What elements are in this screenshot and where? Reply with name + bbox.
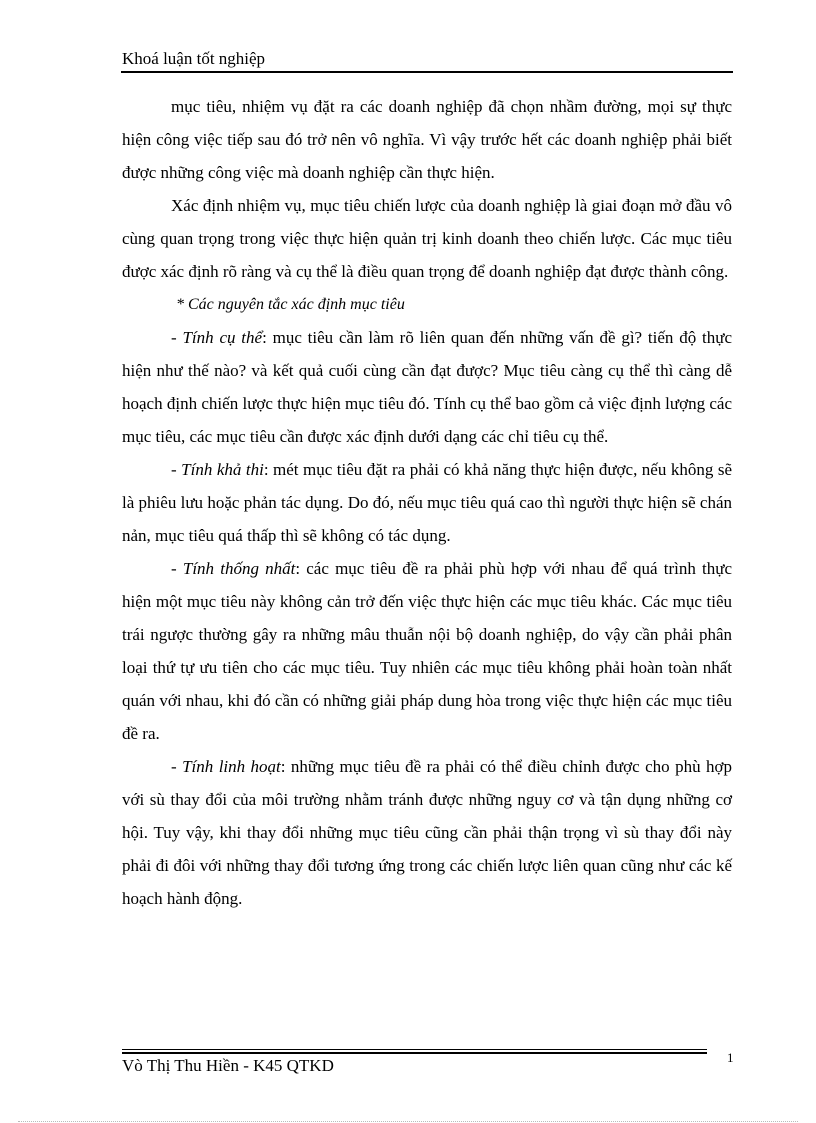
- header-title: Khoá luận tốt nghiệp: [122, 49, 266, 68]
- principle-term: Tính thống nhất: [182, 559, 296, 578]
- principle-paragraph: [122, 321, 732, 453]
- document-body: [122, 90, 732, 915]
- principle-term: Tính cụ thể: [182, 328, 263, 347]
- principle-term: Tính khả thi: [181, 460, 264, 479]
- principle-term: Tính linh hoạt: [182, 757, 281, 776]
- paragraph: Xác định nhiệm vụ, mục tiêu chiến lược của doanh nghiệp là giai đoạn mở đầu vô cùng quan trọng trong việc thực hiện quản trị kinh doanh theo chiến lược. Các mục tiêu được xác định rõ ràng và cụ thể là điều quan trọng để doanh nghiệp đạt được thành công.: [122, 196, 732, 281]
- principle-prefix: -: [171, 559, 183, 578]
- principle-prefix: -: [171, 460, 182, 479]
- header-rule: [121, 71, 733, 73]
- section-heading: * Các nguyên tắc xác định mục tiêu: [176, 296, 405, 313]
- footer-rule-thick: [122, 1052, 707, 1054]
- page-edge-divider: [18, 1121, 798, 1122]
- principle-prefix: -: [171, 328, 183, 347]
- principle-prefix: -: [171, 757, 183, 776]
- principle-text: : các mục tiêu đề ra phải phù hợp với nhau để quá trình thực hiện một mục tiêu này không cản trở đến việc thực hiện các mục tiêu khác. Các mục tiêu trái ngược thường gây ra những mâu thuẫn nội bộ doanh nghiệp, do vậy cần phải phân loại thứ tự ưu tiên cho các mục tiêu. Tuy nhiên các mục tiêu không phải hoàn toàn nhất quán với nhau, khi đó cần có những giải pháp dung hòa trong việc thực hiện các mục tiêu đề ra.: [122, 559, 733, 743]
- principle-text: : mét mục tiêu đặt ra phải có khả năng thực hiện được, nếu không sẽ là phiêu lưu hoặc phản tác dụng. Do đó, nếu mục tiêu quá cao thì người thực hiện sẽ chán nản, mục tiêu quá thấp thì sẽ không có tác dụng.: [122, 460, 732, 545]
- paragraph: mục tiêu, nhiệm vụ đặt ra các doanh nghiệp đã chọn nhầm đường, mọi sự thực hiện công việc tiếp sau đó trở nên vô nghĩa. Vì vậy trước hết các doanh nghiệp phải biết được những công việc mà doanh nghiệp cần thực hiện.: [122, 97, 732, 182]
- principle-paragraph: [122, 453, 732, 552]
- principle-paragraph: [122, 552, 732, 750]
- principle-paragraph: [122, 750, 732, 915]
- principle-text: : những mục tiêu đề ra phải có thể điều chỉnh được cho phù hợp với sù thay đổi của môi trường nhằm tránh được những nguy cơ và tận dụng những cơ hội. Tuy vậy, khi thay đổi những mục tiêu cũng cần phải thận trọng vì sù thay đổi này phải đi đôi với những thay đổi tương ứng trong các chiến lược liên quan cũng như các kế hoạch hành động.: [122, 757, 732, 908]
- footer-rule-thin: [122, 1049, 707, 1050]
- principle-text: : mục tiêu cần làm rõ liên quan đến những vấn đề gì? tiến độ thực hiện như thế nào? và kết quả cuối cùng cần đạt được? Mục tiêu càng cụ thể thì càng dễ hoạch định chiến lược thực hiện mục tiêu đó. Tính cụ thể bao gồm cả việc định lượng các mục tiêu, các mục tiêu cần được xác định dưới dạng các chỉ tiêu cụ thể.: [122, 328, 732, 446]
- footer-author: Vò Thị Thu Hiền - K45 QTKD: [122, 1056, 334, 1075]
- page-number: 1: [727, 1050, 734, 1065]
